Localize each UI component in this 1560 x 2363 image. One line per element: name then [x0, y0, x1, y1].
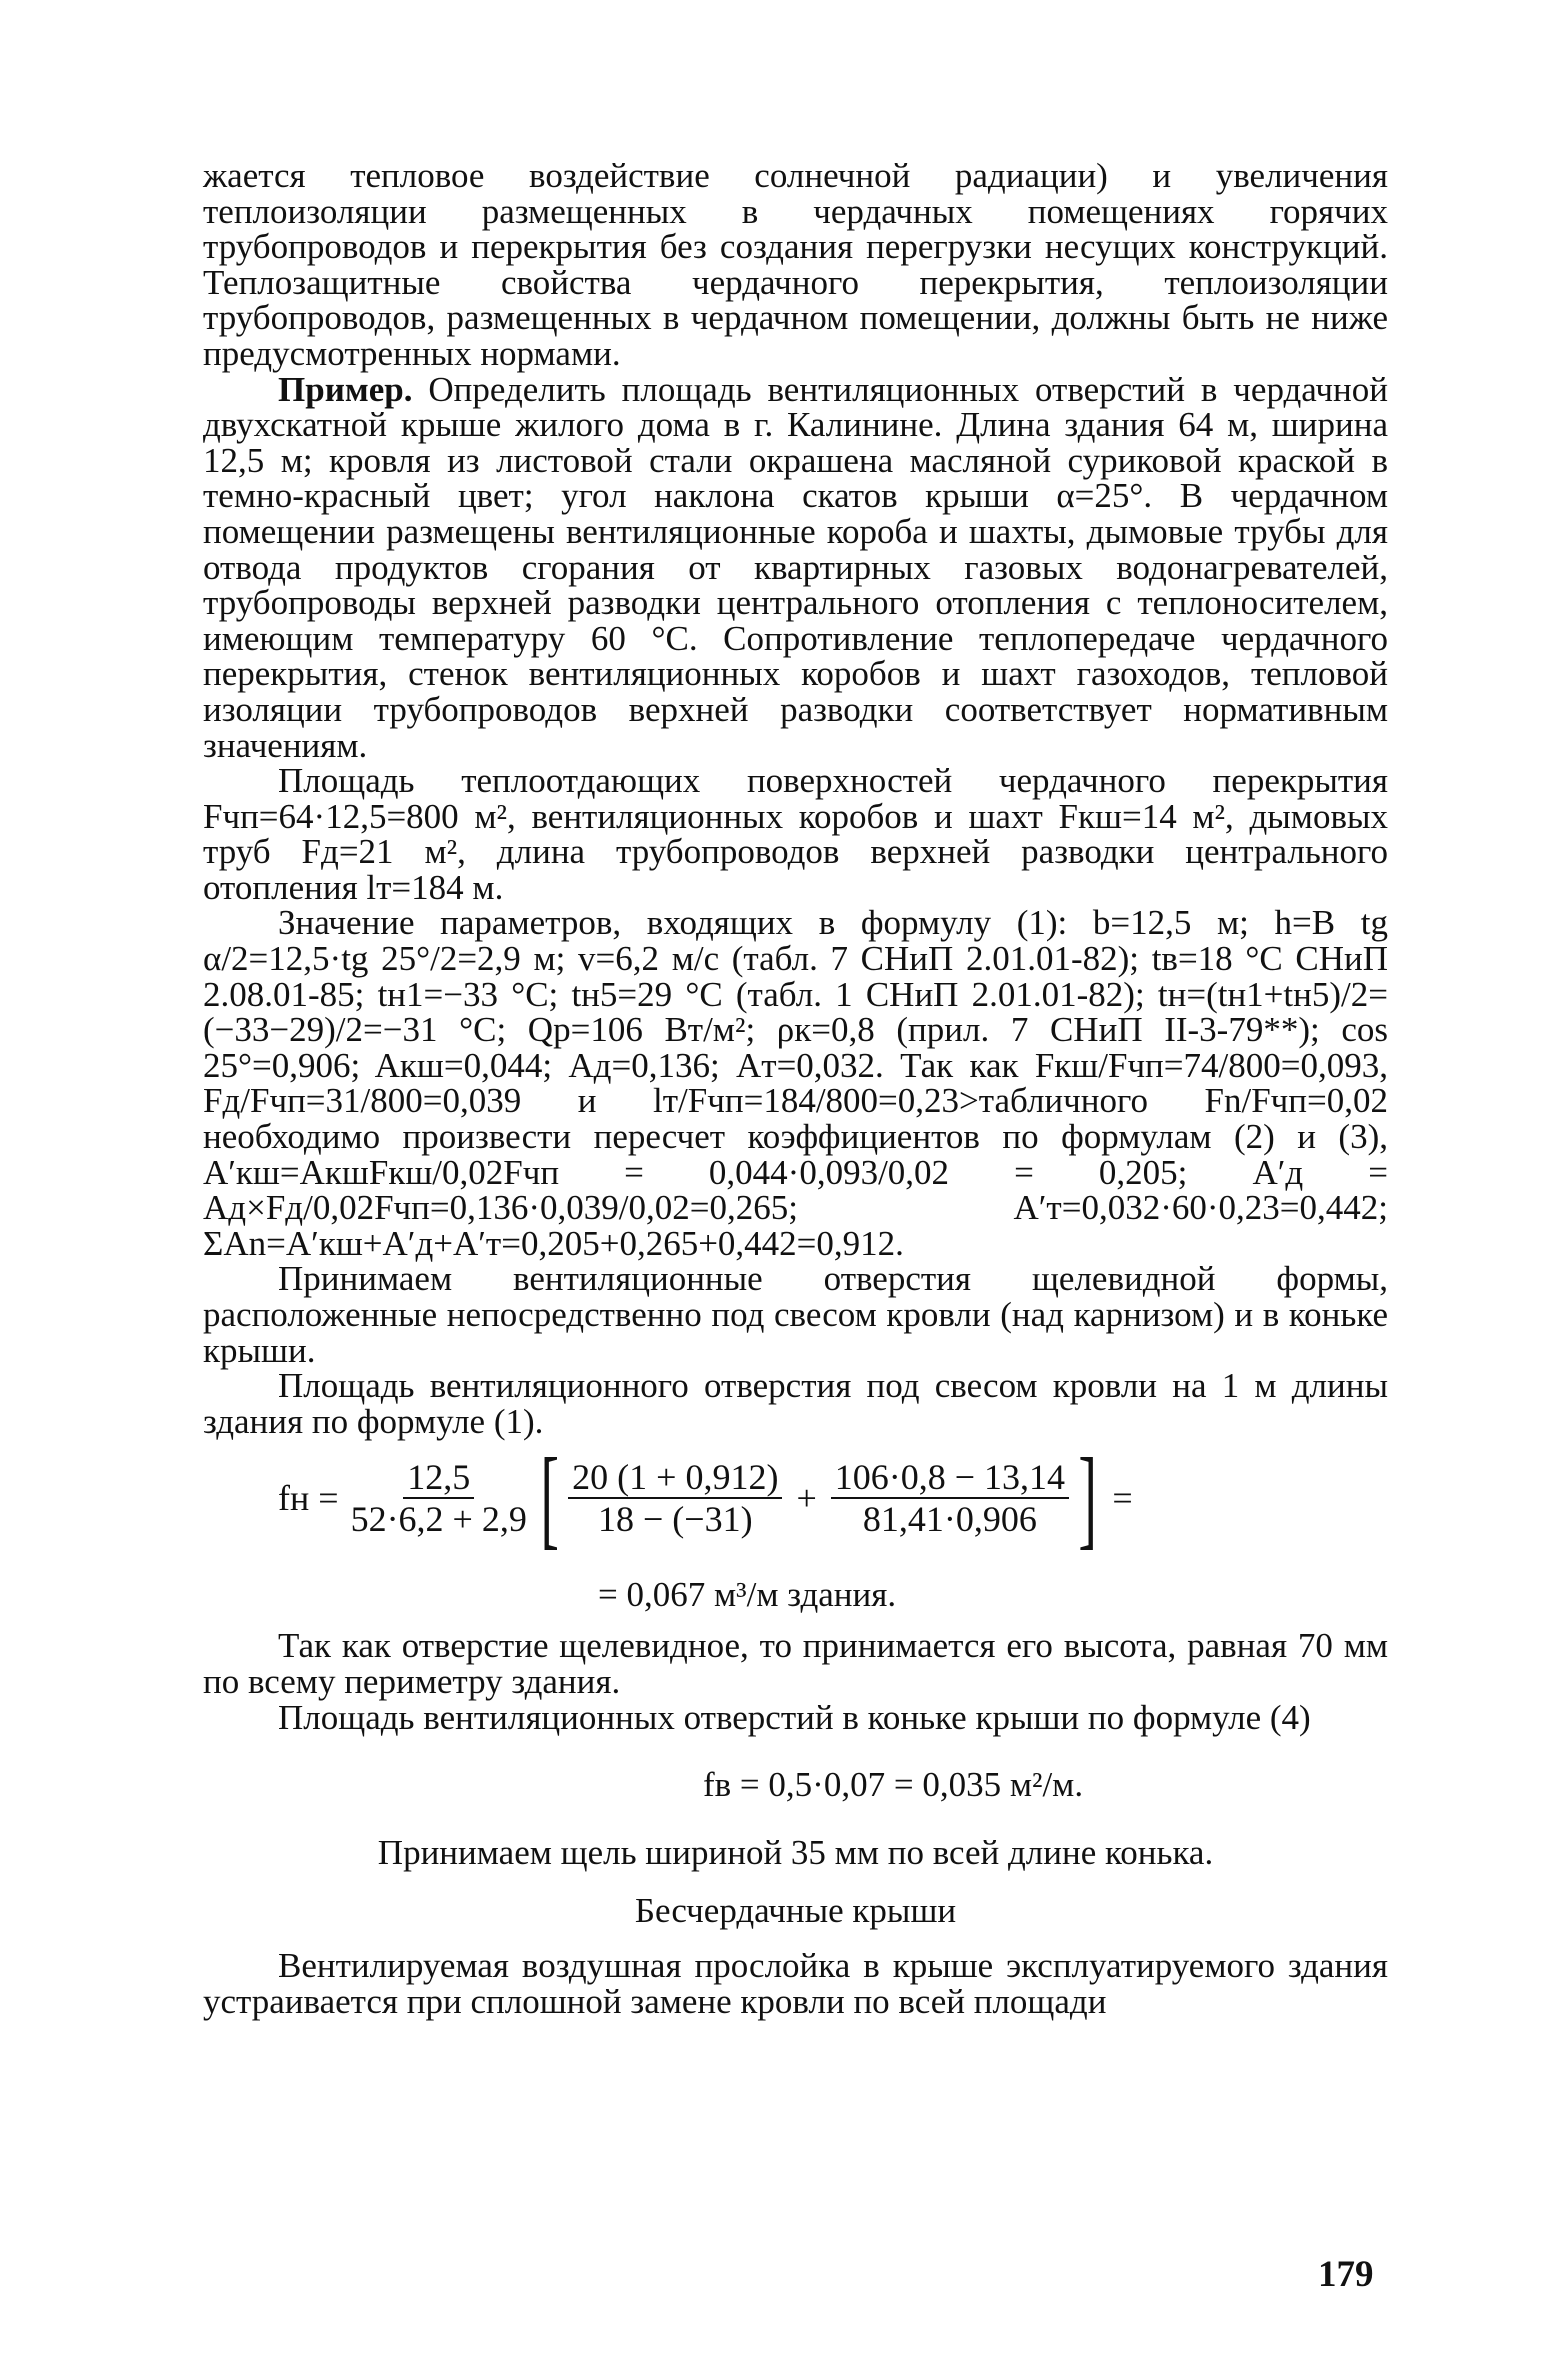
formula-plus: + [796, 1478, 817, 1519]
paragraph-slot-height: Так как отверстие щелевидное, то принимается его высота, равная 70 мм по всему периметру здания. [203, 1626, 1388, 1701]
right-bracket: ] [1078, 1436, 1098, 1561]
paragraph-ridge-opening: Площадь вентиляционных отверстий в коньке крыши по формуле (4) [278, 1697, 1311, 1737]
paragraph-1: жается тепловое воздействие солнечной радиации) и увеличения теплоизоляции размещенных в чердачных помещениях горячих трубопроводов и перекрытия без создания перегрузки несущих конструкций. Теплозащитные свойства чердачного перекрытия, теплоизоляции трубопроводов, размещенных в чердачном помещении, должны быть не ниже предусмотренных нормами. [203, 156, 1388, 373]
example-text: Определить площадь вентиляционных отверстий в чердачной двухскатной крыше жилого дома в г. Калинине. Длина здания 64 м, ширина 12,5 м; кровля из листовой стали окрашена масляной суриковой краской в темно-красный цвет; угол наклона скатов крыши α=25°. В чердачном помещении размещены вентиляционные короба и шахты, дымовые трубы для отвода продуктов сгорания от квартирных газовых водонагревателей, трубопроводы верхней разводки центрального отопления с теплоносителем, имеющим температуру 60 °С. Сопротивление теплопередаче чердачного перекрытия, стенок вентиляционных коробов и шахт газоходов, тепловой изоляции трубопроводов верхней разводки соответствует нормативным значениям. [203, 369, 1388, 765]
paragraph-slot-width: Принимаем щель шириной 35 мм по всей длине конька. [377, 1833, 1214, 1873]
page-body [203, 158, 1388, 2020]
fraction-3-numerator: 106·0,8 − 13,14 [831, 1457, 1069, 1499]
paragraph-areas: Площадь теплоотдающих поверхностей чердачного перекрытия Fчп=64·12,5=800 м², вентиляционных коробов и шахт Fкш=14 м², дымовых труб Fд=21 м², длина трубопроводов верхней разводки центрального отопления lт=184 м. [203, 761, 1388, 907]
fraction-1-denominator: 52·6,2 + 2,9 [350, 1499, 527, 1540]
paragraph-atticless: Вентилируемая воздушная прослойка в крыше эксплуатируемого здания устраивается при сплошной замене кровли по всей площади [203, 1946, 1388, 2021]
paragraph-parameters: Значение параметров, входящих в формулу (1): b=12,5 м; h=B tg α/2=12,5·tg 25°/2=2,9 м; v=6,2 м/с (табл. 7 СНиП 2.01.01-82); tв=18 °С СНиП 2.08.01-85; tн1=−33 °С; tн5=29 °С (табл. 1 СНиП 2.01.01-82); tн=(tн1+tн5)/2=(−33−29)/2=−31 °С; Qр=106 Вт/м²; ρк=0,8 (прил. 7 СНиП II-3-79**); cos 25°=0,906; Aкш=0,044; Aд=0,136; Aт=0,032. Так как Fкш/Fчп=74/800=0,093, Fд/Fчп=31/800=0,039 и lт/Fчп=184/800=0,23>табличного Fn/Fчп=0,02 необходимо произвести пересчет коэффициентов по формулам (2) и (3), A′кш=AкшFкш/0,02Fчп = 0,044·0,093/0,02 = 0,205; A′д = Aд×Fд/0,02Fчп=0,136·0,039/0,02=0,265; A′т=0,032·60·0,23=0,442; ΣAn=A′кш+A′д+A′т=0,205+0,265+0,442=0,912. [203, 903, 1388, 1263]
formula-lhs: fн = [278, 1478, 339, 1519]
left-bracket: [ [540, 1436, 559, 1561]
fraction-2-numerator: 20 (1 + 0,912) [568, 1457, 782, 1499]
fraction-1 [347, 1457, 531, 1539]
section-heading: Бесчердачные крыши [634, 1890, 957, 1930]
formula-equals: = [1112, 1478, 1133, 1519]
page-number: 179 [1318, 2254, 1374, 2295]
fraction-3 [831, 1457, 1069, 1539]
example-lead: Пример. [278, 369, 413, 409]
paragraph-eave-opening: Площадь вентиляционного отверстия под свесом кровли на 1 м длины здания по формуле (1). [203, 1366, 1388, 1441]
fraction-1-numerator: 12,5 [403, 1457, 474, 1499]
fraction-2-denominator: 18 − (−31) [598, 1499, 753, 1540]
formula-result: = 0,067 м³/м здания. [598, 1575, 897, 1615]
formula-ridge-area: fв = 0,5·0,07 = 0,035 м²/м. [703, 1765, 1084, 1805]
paragraph-example [203, 369, 1388, 765]
fraction-2 [568, 1457, 782, 1539]
paragraph-openings-shape: Принимаем вентиляционные отверстия щелевидной формы, расположенные непосредственно под свесом кровли (над карнизом) и в коньке крыши. [203, 1259, 1388, 1370]
fraction-3-denominator: 81,41·0,906 [862, 1499, 1037, 1540]
formula-eave-area [203, 1436, 1388, 1618]
